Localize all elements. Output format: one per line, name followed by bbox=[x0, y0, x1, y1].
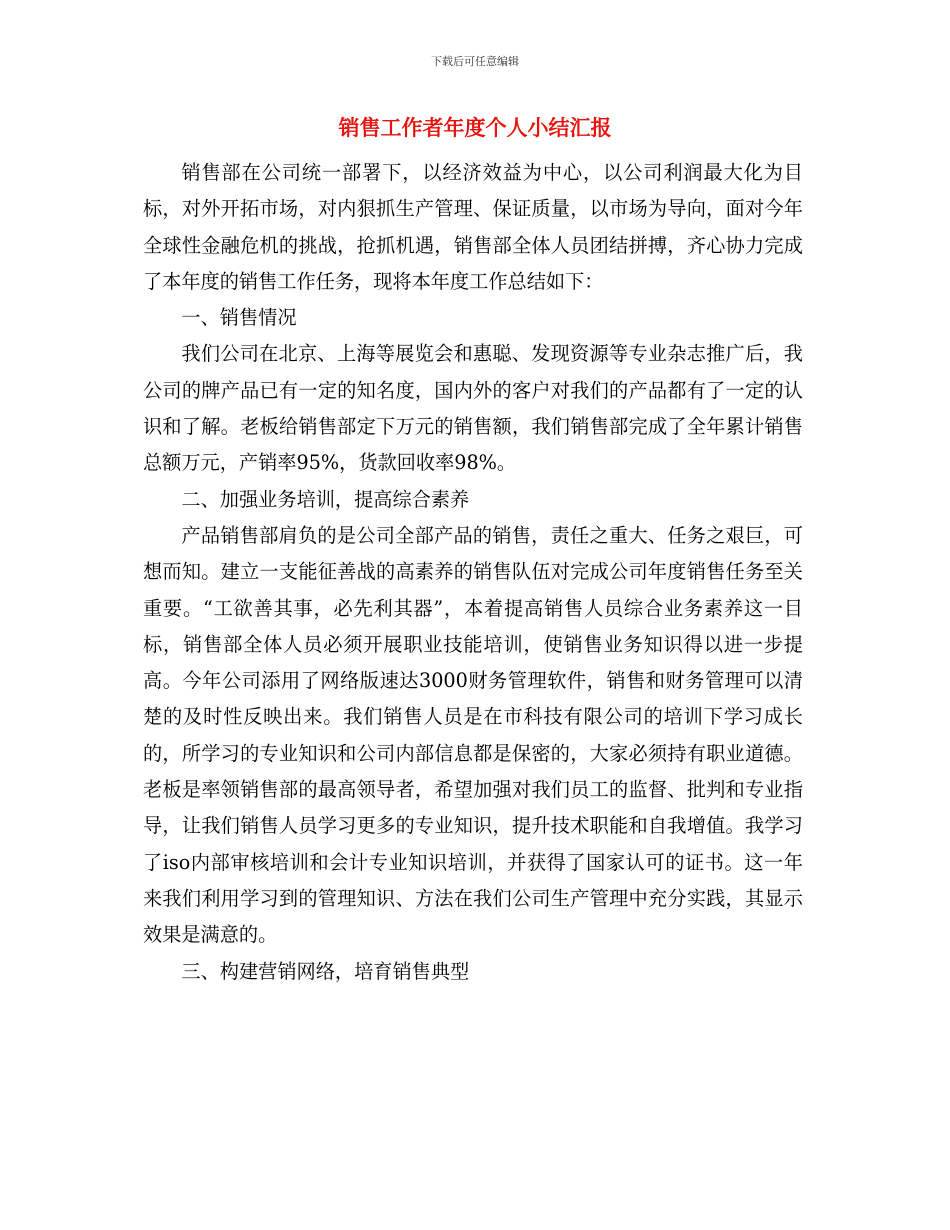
paragraph-intro: 销售部在公司统一部署下，以经济效益为中心，以公司利润最大化为目标，对外开拓市场，对内狠抓生产管理、保证质量，以市场为导向，面对今年全球性金融危机的挑战，抢抓机遇，销售部全体人员团结拼搏，齐心协力完成了本年度的销售工作任务，现将本年度工作总结如下： bbox=[143, 161, 803, 293]
header-note: 下载后可任意编辑 bbox=[431, 55, 519, 68]
section-heading-sales: 一、销售情况 bbox=[181, 306, 297, 330]
paragraph-training: 产品销售部肩负的是公司全部产品的销售，责任之重大、任务之艰巨，可想而知。建立一支能征善战的高素养的销售队伍对完成公司年度销售任务至关重要。“工欲善其事，必先利其器”，本着提高销售人员综合业务素养这一目标，销售部全体人员必须开展职业技能培训，使销售业务知识得以进一步提高。今年公司添用了网络版速达3000财务管理软件，销售和财务管理可以清楚的及时性反映出来。我们销售人员是在市科技有限公司的培训下学习成长的，所学习的专业知识和公司内部信息都是保密的，大家必须持有职业道德。老板是率领销售部的最高领导者，希望加强对我们员工的监督、批判和专业指导，让我们销售人员学习更多的专业知识，提升技术职能和自我增值。我学习了iso内部审核培训和会计专业知识培训，并获得了国家认可的证书。这一年来我们利用学习到的管理知识、方法在我们公司生产管理中充分实践，其显示效果是满意的。 bbox=[143, 523, 803, 947]
document-body bbox=[143, 155, 803, 990]
section-heading-network: 三、构建营销网络，培育销售典型 bbox=[181, 959, 470, 983]
document-title: 销售工作者年度个人小结汇报 bbox=[338, 116, 612, 140]
section-heading-training: 二、加强业务培训，提高综合素养 bbox=[181, 487, 470, 511]
paragraph-sales: 我们公司在北京、上海等展览会和惠聪、发现资源等专业杂志推广后，我公司的牌产品已有一定的知名度，国内外的客户对我们的产品都有了一定的认识和了解。老板给销售部定下万元的销售额，我们销售部完成了全年累计销售总额万元，产销率95%，货款回收率98%。 bbox=[143, 342, 803, 475]
